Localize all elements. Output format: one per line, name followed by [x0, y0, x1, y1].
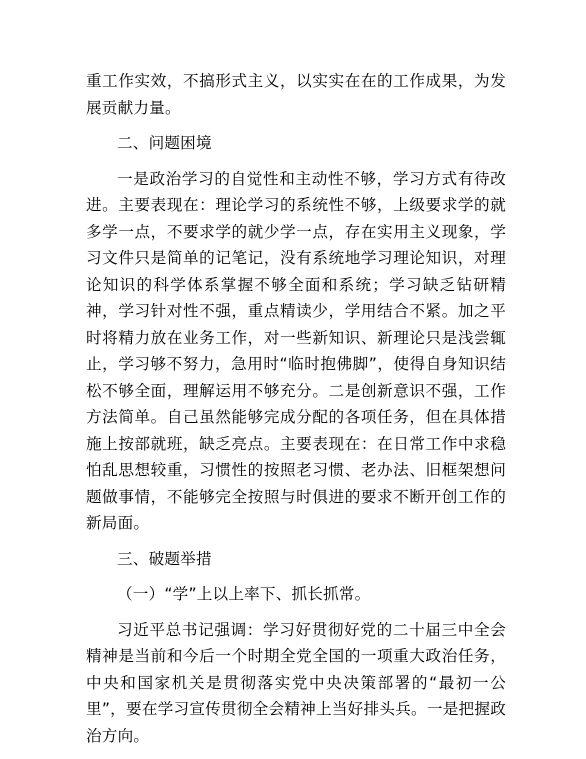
- paragraph-spacer: [86, 572, 506, 581]
- paragraph-spacer: [86, 157, 506, 166]
- section-heading-problems: 二、问题困境: [117, 134, 212, 152]
- paragraph-study-detail: 习近平总书记强调：学习好贯彻好党的二十届三中全会精神是当前和今后一个时期全党全国的一项重大政治任务，中央和国家机关是贯彻落实党中央决策部署的“最初一公里”，要在学习宣传贯彻全会精神上当好排头兵。一是把握政治方向。: [86, 620, 506, 745]
- paragraph-problems-detail: 一是政治学习的自觉性和主动性不够，学习方式有待改进。主要表现在：理论学习的系统性不够，上级要求学的就多学一点，不要求学的就少学一点，存在实用主义现象，学习文件只是简单的记笔记，没有系统地学习理论知识，对理论知识的科学体系掌握不够全面和系统；学习缺乏钻研精神，学习针对性不强，重点精读少，学用结合不紧。加之平时将精力放在业务工作，对一些新知识、新理论只是浅尝辄止，学习够不努力，急用时“临时抱佛脚”，使得自身知识结松不够全面，理解运用不够充分。二是创新意识不强，工作方法简单。自己虽然能够完成分配的各项任务，但在具体措施上按部就班，缺乏亮点。主要表现在：在日常工作中求稳怕乱思想较重，习惯性的按照老习惯、老办法、旧框架想问题做事情，不能够完全按照与时俱进的要求不断开创工作的新局面。: [86, 169, 506, 532]
- paragraph-spacer: [86, 608, 506, 617]
- document-body: [86, 68, 506, 749]
- section-heading-measures: 三、破题举措: [117, 549, 212, 568]
- paragraph-spacer: [86, 537, 506, 546]
- subsection-heading-study: （一）“学”上以上率下、抓长抓常。: [117, 585, 371, 603]
- paragraph-intro-continuation: 重工作实效，不搞形式主义，以实实在在的工作成果，为发展贡献力量。: [86, 72, 506, 117]
- paragraph-spacer: [86, 121, 506, 130]
